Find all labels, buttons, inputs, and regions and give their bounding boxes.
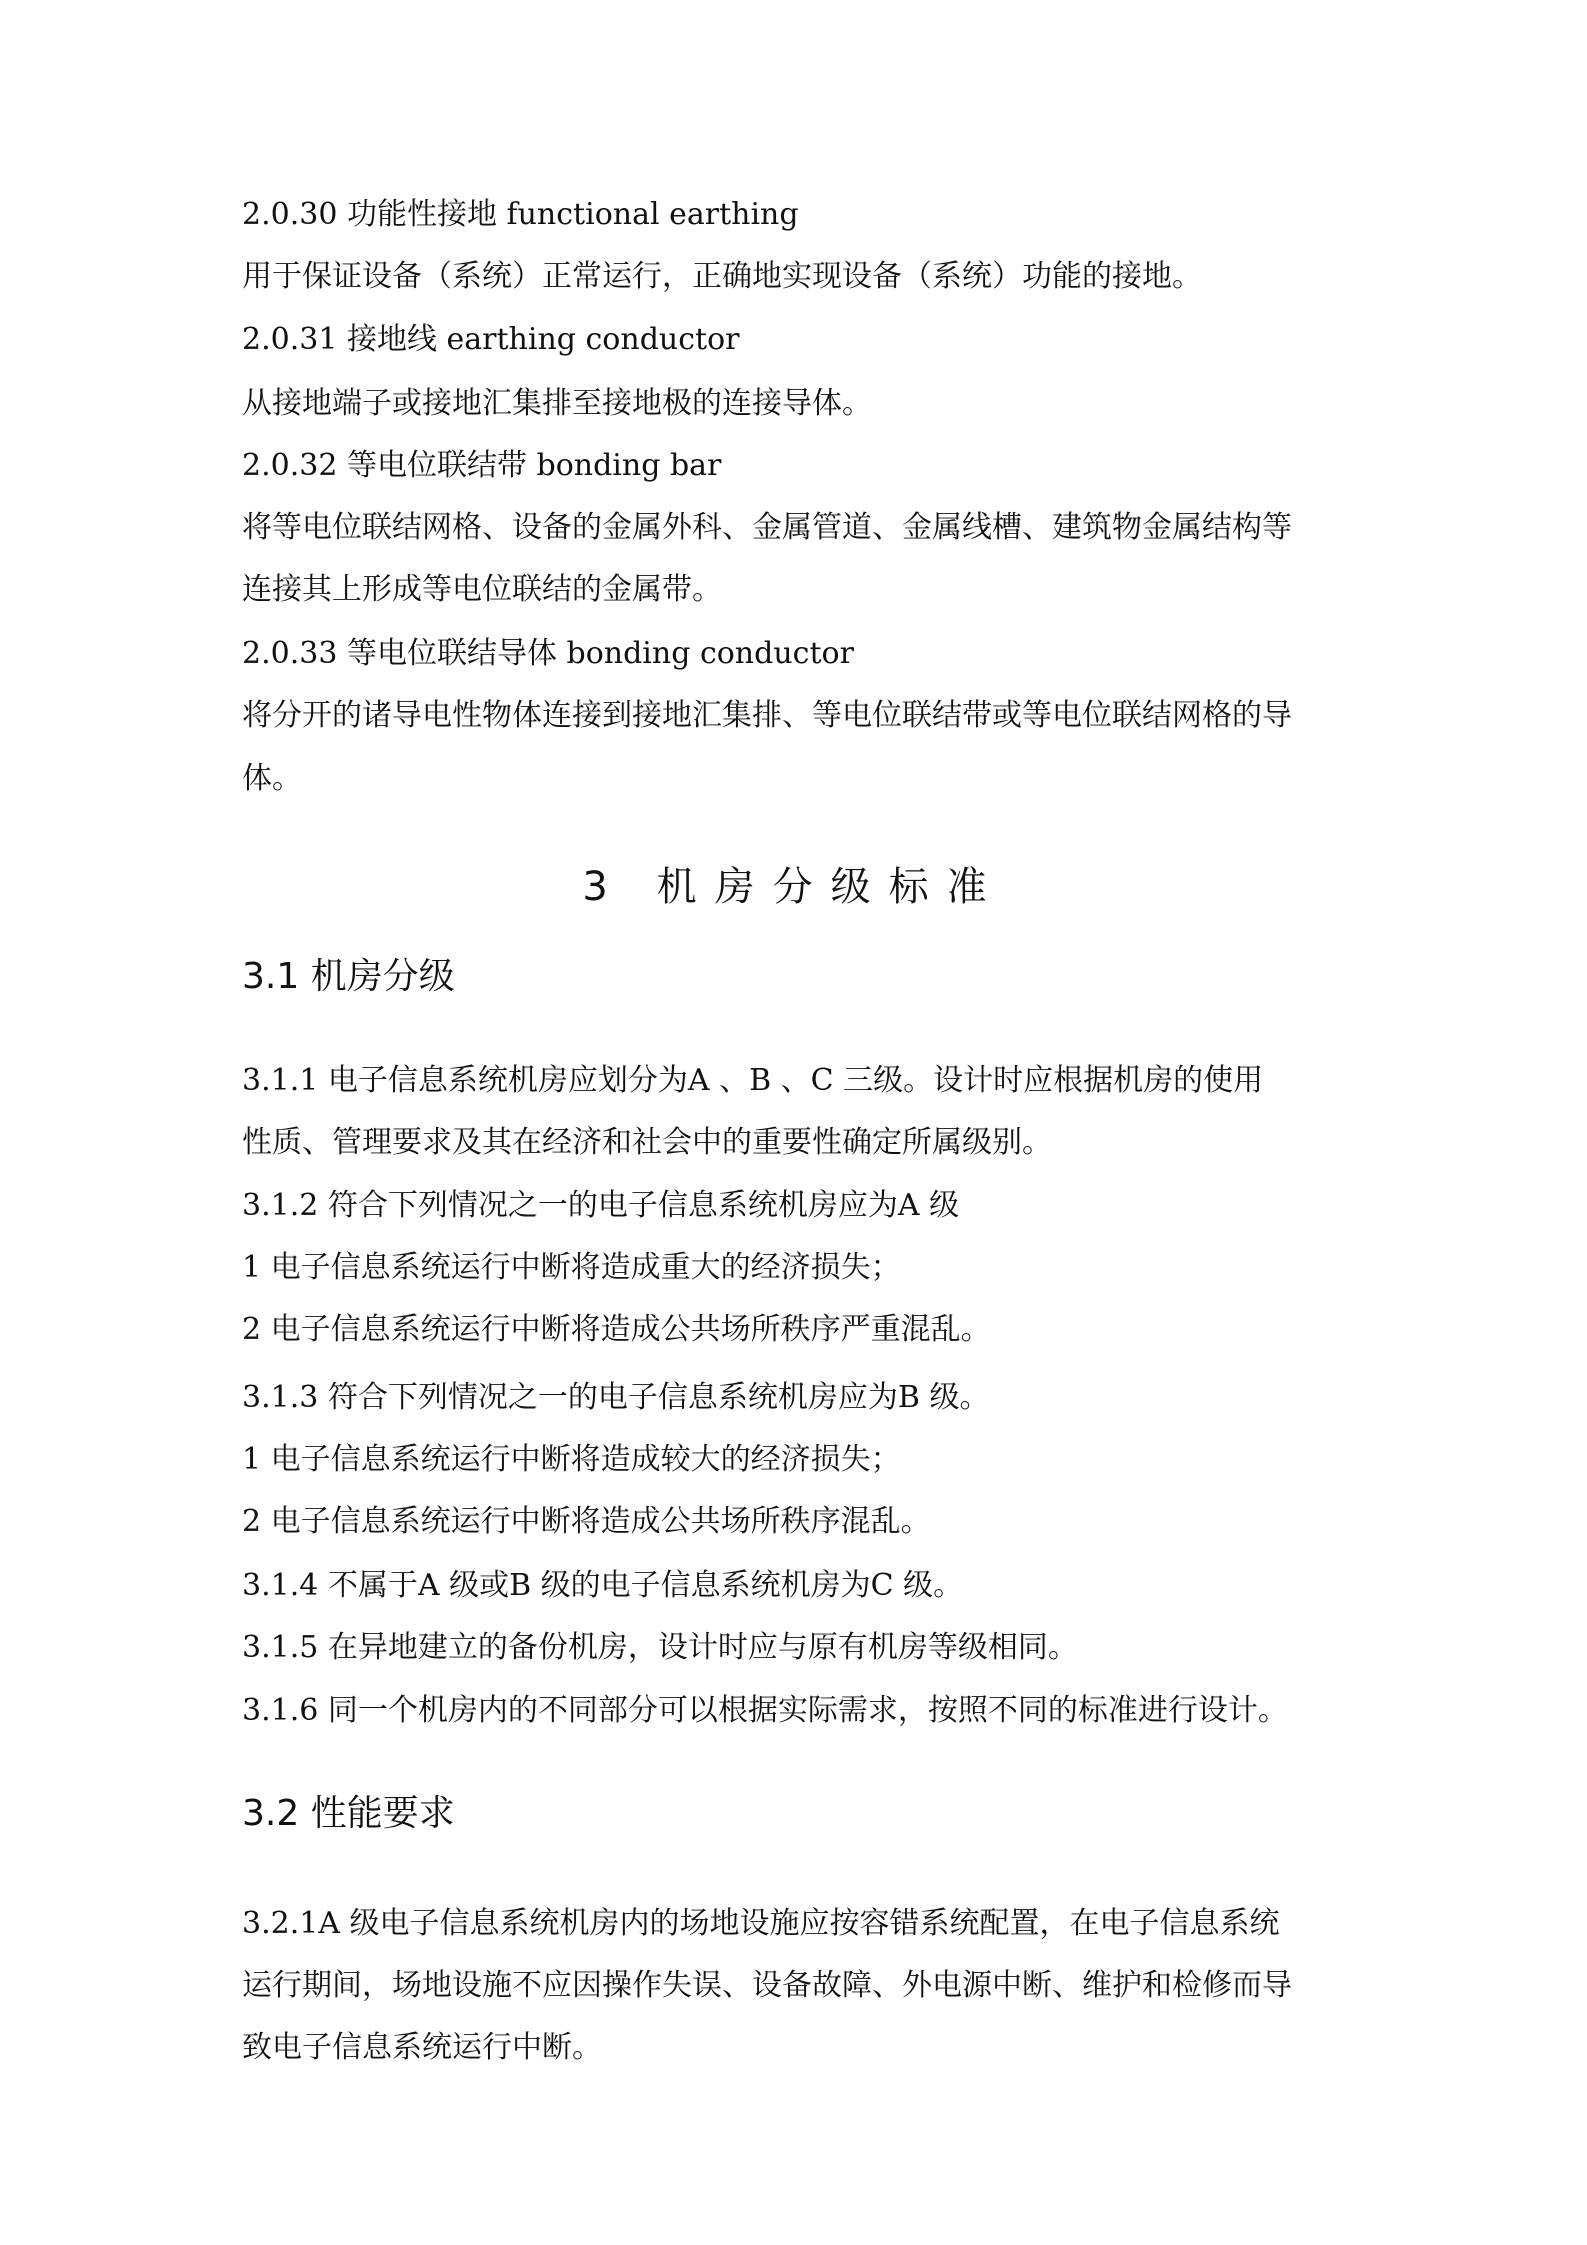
clause-3-1-3-item-2: 2 电子信息系统运行中断将造成公共场所秩序混乱。 xyxy=(242,1504,931,1539)
term-2-0-33-definition-cont: 体。 xyxy=(242,761,302,796)
clause-3-1-1-cont: 性质、管理要求及其在经济和社会中的重要性确定所属级别。 xyxy=(242,1125,1052,1160)
term-2-0-31-heading: 2.0.31 接地线 earthing conductor xyxy=(242,322,740,357)
term-2-0-33-definition: 将分开的诸导电性物体连接到接地汇集排、等电位联结带或等电位联结网格的导 xyxy=(242,698,1292,733)
section-3-1-heading: 3.1 机房分级 xyxy=(242,956,455,997)
chapter-title: 3 机房分级标准 xyxy=(582,864,1005,910)
clause-3-1-2-item-1: 1 电子信息系统运行中断将造成重大的经济损失； xyxy=(242,1250,901,1285)
term-2-0-30-heading: 2.0.30 功能性接地 functional earthing xyxy=(242,197,799,232)
term-2-0-32-definition-cont: 连接其上形成等电位联结的金属带。 xyxy=(242,572,722,607)
clause-3-1-3: 3.1.3 符合下列情况之一的电子信息系统机房应为B 级。 xyxy=(242,1380,990,1415)
clause-3-1-2-item-2: 2 电子信息系统运行中断将造成公共场所秩序严重混乱。 xyxy=(242,1312,991,1347)
term-2-0-33-heading: 2.0.33 等电位联结导体 bonding conductor xyxy=(242,636,854,671)
clause-3-1-1: 3.1.1 电子信息系统机房应划分为A 、B 、C 三级。设计时应根据机房的使用 xyxy=(242,1063,1264,1098)
term-2-0-32-definition: 将等电位联结网格、设备的金属外科、金属管道、金属线槽、建筑物金属结构等 xyxy=(242,510,1292,545)
section-3-2-heading: 3.2 性能要求 xyxy=(242,1793,455,1834)
clause-3-2-1-cont: 运行期间，场地设施不应因操作失误、设备故障、外电源中断、维护和检修而导 xyxy=(242,1968,1292,2003)
clause-3-1-6: 3.1.6 同一个机房内的不同部分可以根据实际需求，按照不同的标准进行设计。 xyxy=(242,1693,1288,1728)
clause-3-1-2: 3.1.2 符合下列情况之一的电子信息系统机房应为A 级 xyxy=(242,1188,960,1223)
clause-3-1-3-item-1: 1 电子信息系统运行中断将造成较大的经济损失； xyxy=(242,1442,901,1477)
term-2-0-32-heading: 2.0.32 等电位联结带 bonding bar xyxy=(242,448,722,483)
clause-3-2-1-cont2: 致电子信息系统运行中断。 xyxy=(242,2030,602,2065)
term-2-0-31-definition: 从接地端子或接地汇集排至接地极的连接导体。 xyxy=(242,386,872,421)
clause-3-1-5: 3.1.5 在异地建立的备份机房，设计时应与原有机房等级相同。 xyxy=(242,1630,1078,1665)
term-2-0-30-definition: 用于保证设备（系统）正常运行，正确地实现设备（系统）功能的接地。 xyxy=(242,259,1202,294)
clause-3-1-4: 3.1.4 不属于A 级或B 级的电子信息系统机房为C 级。 xyxy=(242,1568,964,1603)
clause-3-2-1: 3.2.1A 级电子信息系统机房内的场地设施应按容错系统配置，在电子信息系统 xyxy=(242,1906,1280,1941)
